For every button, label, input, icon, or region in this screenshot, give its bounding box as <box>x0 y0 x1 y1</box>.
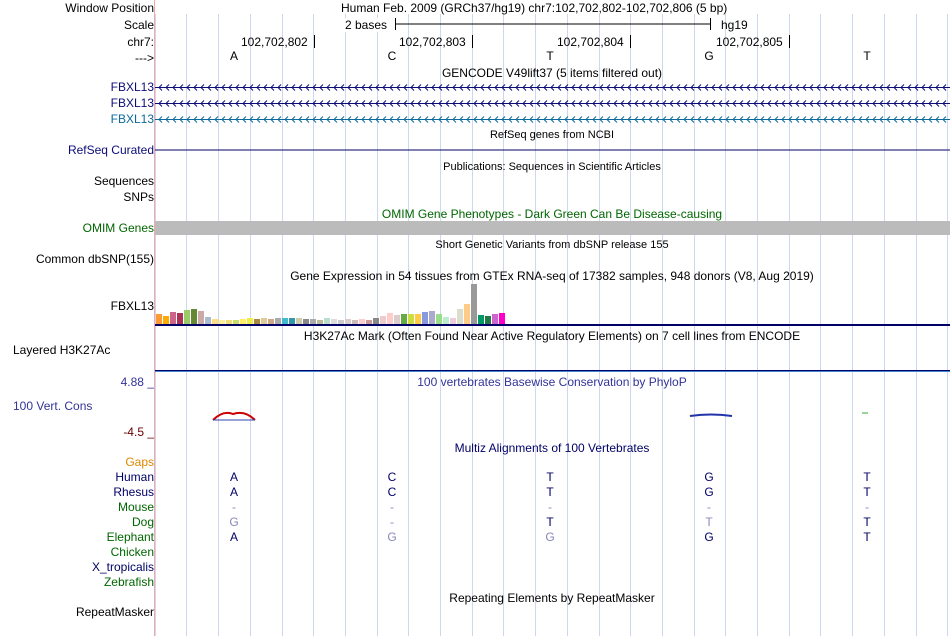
aligned-base-dog: T <box>705 515 713 529</box>
chrom-label: chr7: <box>127 35 154 49</box>
aligned-base-human: A <box>229 470 238 484</box>
phylop-track-title: 100 vertebrates Basewise Conservation by PhyloP <box>417 375 687 389</box>
aligned-base-mouse: - <box>548 500 552 514</box>
gtex-tissue-bar[interactable] <box>415 314 421 324</box>
gtex-tissue-bar[interactable] <box>163 316 169 324</box>
assembly-position-text: Human Feb. 2009 (GRCh37/hg19) chr7:102,702,802-102,702,806 (5 bp) <box>341 1 728 15</box>
species-label-gaps[interactable]: Gaps <box>125 455 154 469</box>
aligned-base-elephant: G <box>704 530 714 544</box>
reference-base: C <box>387 49 397 63</box>
gtex-tissue-bar[interactable] <box>464 304 470 324</box>
reference-base: G <box>704 49 714 63</box>
conservation-max-label: 4.88 _ <box>120 375 154 389</box>
track-data-area[interactable] <box>155 0 950 636</box>
refseq-track-label[interactable]: RefSeq Curated <box>67 143 154 157</box>
coordinate-tick <box>472 35 473 48</box>
gtex-tissue-bar[interactable] <box>457 309 463 324</box>
aligned-base-mouse: - <box>865 500 869 514</box>
species-label-rhesus[interactable]: Rhesus <box>113 485 154 499</box>
gtex-tissue-bar[interactable] <box>492 314 498 324</box>
reference-base: A <box>229 49 238 63</box>
omim-track-label[interactable]: OMIM Genes <box>82 221 154 235</box>
aligned-base-dog: - <box>390 515 394 529</box>
aligned-base-elephant: A <box>229 530 238 544</box>
gtex-tissue-bar[interactable] <box>443 317 449 324</box>
omim-track-title: OMIM Gene Phenotypes - Dark Green Can Be Disease-causing <box>381 207 723 221</box>
omim-phenotype-bar[interactable] <box>155 221 950 235</box>
publications-track-title: Publications: Sequences in Scientific Articles <box>443 161 661 173</box>
gene-track-label-1[interactable]: FBXL13 <box>110 80 154 94</box>
scale-bases-text: 2 bases <box>345 18 390 32</box>
aligned-base-rhesus: C <box>387 485 397 499</box>
aligned-base-human: G <box>704 470 714 484</box>
track-label-column <box>0 0 154 636</box>
chrom-coordinate: 102,702,803 <box>399 35 466 49</box>
gtex-tissue-bar[interactable] <box>387 313 393 324</box>
aligned-base-rhesus: G <box>704 485 714 499</box>
aligned-base-dog: G <box>229 515 239 529</box>
gtex-tissue-bar[interactable] <box>499 313 505 324</box>
aligned-base-dog: T <box>863 515 871 529</box>
species-label-elephant[interactable]: Elephant <box>106 530 154 544</box>
h3k27ac-signal-line-2 <box>155 371 950 372</box>
gtex-track-title: Gene Expression in 54 tissues from GTEx RNA-seq of 17382 samples, 948 donors (V8, Aug 2019) <box>290 269 814 283</box>
gtex-tissue-bar[interactable] <box>408 314 414 324</box>
aligned-base-elephant: G <box>387 530 397 544</box>
aligned-base-human: T <box>863 470 871 484</box>
gtex-tissue-bar[interactable] <box>198 311 204 324</box>
snps-track-label[interactable]: SNPs <box>123 190 154 204</box>
aligned-base-dog: T <box>546 515 554 529</box>
aligned-base-rhesus: A <box>229 485 238 499</box>
gene-track-label-3[interactable]: FBXL13 <box>110 112 154 126</box>
chrom-coordinate: 102,702,804 <box>557 35 624 49</box>
gtex-tissue-bar[interactable] <box>436 314 442 324</box>
gtex-tissue-bar[interactable] <box>380 316 386 324</box>
coordinate-tick <box>789 35 790 48</box>
gtex-tissue-bar[interactable] <box>422 312 428 324</box>
repeatmasker-track-title: Repeating Elements by RepeatMasker <box>449 591 655 605</box>
species-label-chicken[interactable]: Chicken <box>110 545 154 559</box>
sequences-track-label[interactable]: Sequences <box>93 174 154 188</box>
gene-track-label-2[interactable]: FBXL13 <box>110 96 154 110</box>
multiz-track-title: Multiz Alignments of 100 Vertebrates <box>454 441 650 455</box>
chrom-coordinate: 102,702,802 <box>241 35 308 49</box>
gtex-tissue-bar[interactable] <box>170 312 176 324</box>
gene-transcript-1[interactable] <box>155 85 950 91</box>
gene-transcript-3[interactable] <box>155 117 950 123</box>
species-label-dog[interactable]: Dog <box>131 515 154 529</box>
coordinate-tick <box>314 35 315 48</box>
gtex-tissue-bar[interactable] <box>205 317 211 324</box>
gtex-tissue-bar[interactable] <box>471 284 477 324</box>
refseq-gene-line[interactable] <box>155 147 950 153</box>
aligned-base-human: C <box>387 470 397 484</box>
gtex-tissue-bar[interactable] <box>429 311 435 324</box>
species-label-x_tropicalis[interactable]: X_tropicalis <box>91 560 154 574</box>
gene-transcript-2[interactable] <box>155 101 950 107</box>
scale-label: Scale <box>123 18 154 32</box>
reference-base: T <box>863 49 871 63</box>
window-position-label: Window Position <box>65 1 154 15</box>
gtex-track-label[interactable]: FBXL13 <box>110 299 154 313</box>
gtex-tissue-bar[interactable] <box>184 310 190 324</box>
species-label-human[interactable]: Human <box>115 470 154 484</box>
dbsnp-track-label[interactable]: Common dbSNP(155) <box>35 252 154 266</box>
aligned-base-mouse: - <box>707 500 711 514</box>
h3k27ac-track-title: H3K27Ac Mark (Often Found Near Active Regulatory Elements) on 7 cell lines from ENCODE <box>303 329 801 343</box>
strand-arrow-label: ---> <box>135 51 154 65</box>
gtex-tissue-bar[interactable] <box>191 309 197 324</box>
coordinate-tick <box>630 35 631 48</box>
aligned-base-human: T <box>546 470 554 484</box>
aligned-base-mouse: - <box>390 500 394 514</box>
conservation-min-label: -4.5 _ <box>123 425 154 439</box>
repeatmasker-track-label[interactable]: RepeatMasker <box>75 605 154 619</box>
gtex-tissue-bar[interactable] <box>478 315 484 324</box>
gtex-tissue-bar[interactable] <box>177 313 183 324</box>
conservation-track-label[interactable]: 100 Vert. Cons <box>13 399 93 413</box>
phylop-signal[interactable] <box>155 408 950 428</box>
aligned-base-elephant: T <box>863 530 871 544</box>
aligned-base-rhesus: T <box>863 485 871 499</box>
dbsnp-track-title: Short Genetic Variants from dbSNP release 155 <box>435 239 669 251</box>
refseq-track-title: RefSeq genes from NCBI <box>489 129 615 141</box>
gene-transcripts[interactable] <box>155 80 950 130</box>
gtex-tissue-bar[interactable] <box>401 314 407 324</box>
gtex-tissue-bar[interactable] <box>394 315 400 324</box>
gtex-expression-bars[interactable] <box>155 280 950 325</box>
species-label-zebrafish[interactable]: Zebrafish <box>103 575 154 589</box>
scale-db-text: hg19 <box>721 18 748 32</box>
species-label-mouse[interactable]: Mouse <box>117 500 154 514</box>
chrom-coordinate: 102,702,805 <box>716 35 783 49</box>
gtex-tissue-bar[interactable] <box>156 314 162 324</box>
aligned-base-mouse: - <box>232 500 236 514</box>
gencode-track-title: GENCODE V49lift37 (5 items filtered out) <box>441 66 663 80</box>
aligned-base-elephant: G <box>545 530 555 544</box>
reference-base: T <box>546 49 554 63</box>
aligned-base-rhesus: T <box>546 485 554 499</box>
gtex-tissue-bar[interactable] <box>485 316 491 324</box>
h3k27ac-track-label[interactable]: Layered H3K27Ac <box>13 343 111 357</box>
gtex-baseline <box>155 324 950 326</box>
